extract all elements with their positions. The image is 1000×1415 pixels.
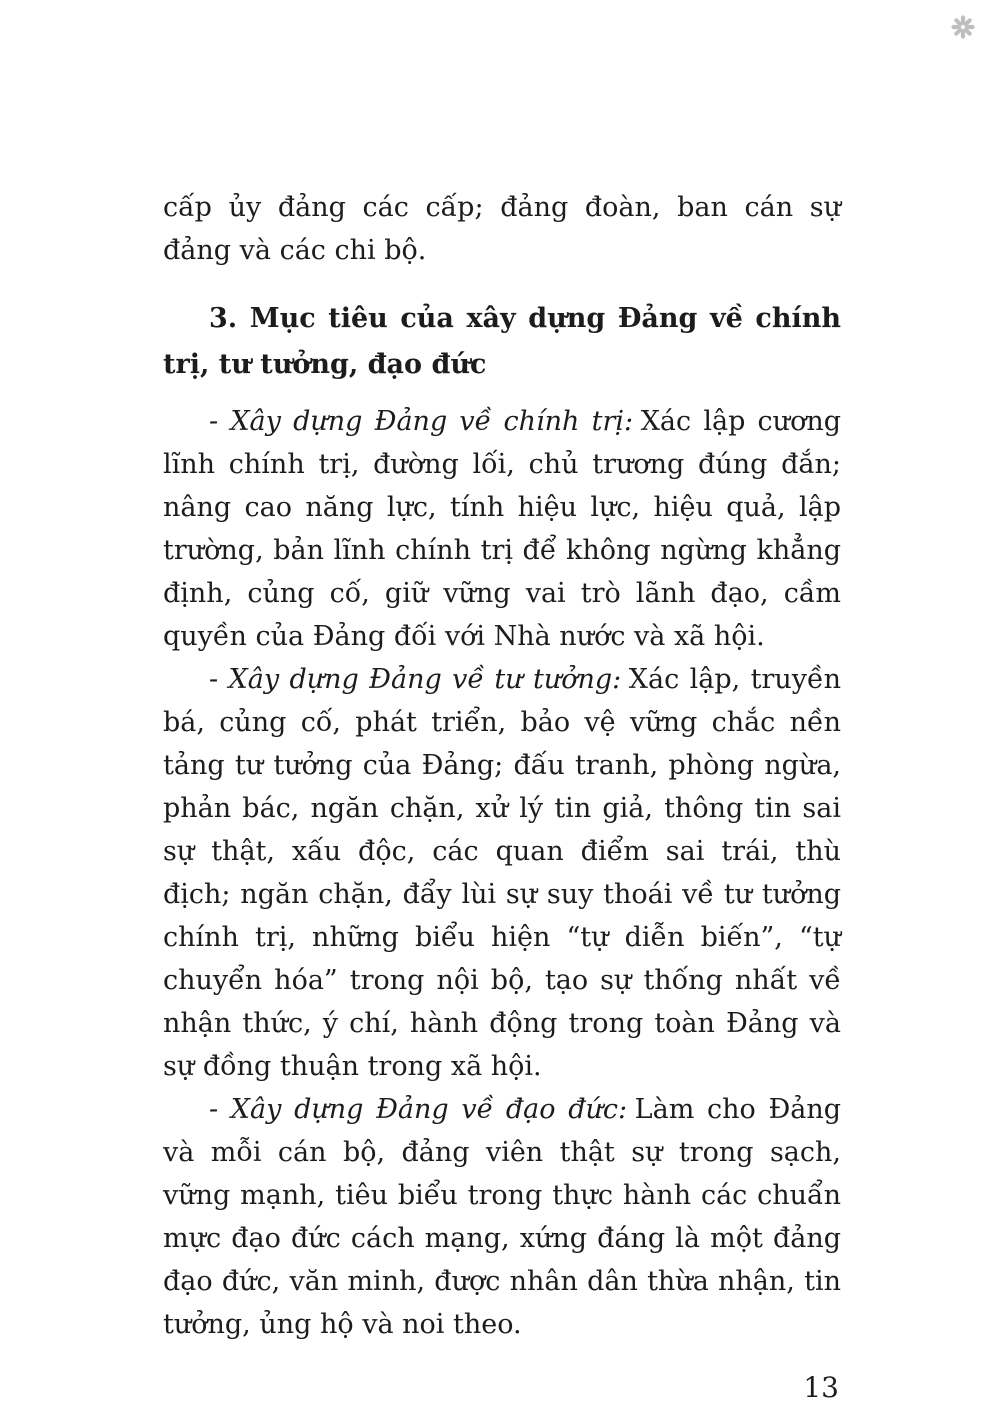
paragraph bbox=[163, 400, 841, 658]
paragraph-lead-ideology: - Xây dựng Đảng về tư tưởng: bbox=[209, 664, 622, 695]
paragraph bbox=[163, 1088, 841, 1346]
flower-ornament-icon bbox=[950, 14, 976, 40]
paragraph-text: Làm cho Đảng và mỗi cán bộ, đảng viên thật sự trong sạch, vững mạnh, tiêu biểu trong thực hành các chuẩn mực đạo đức cách mạng, xứng đáng là một đảng đạo đức, văn minh, được nhân dân thừa nhận, tin tưởng, ủng hộ và noi theo. bbox=[163, 1094, 842, 1340]
paragraph-continuation: cấp ủy đảng các cấp; đảng đoàn, ban cán sự đảng và các chi bộ. bbox=[163, 192, 841, 266]
paragraph-lead-politics: - Xây dựng Đảng về chính trị: bbox=[209, 406, 634, 437]
paragraph bbox=[163, 658, 841, 1088]
section-heading: 3. Mục tiêu của xây dựng Đảng về chính trị, tư tưởng, đạo đức bbox=[163, 303, 841, 380]
paragraph-text: Xác lập, truyền bá, củng cố, phát triển, bảo vệ vững chắc nền tảng tư tưởng của Đảng; đấu tranh, phòng ngừa, phản bác, ngăn chặn, xử lý tin giả, thông tin sai sự thật, xấu độc, các quan điểm sai trái, thù địch; ngăn chặn, đẩy lùi sự suy thoái về tư tưởng chính trị, những biểu hiện “tự diễn biến”, “tự chuyển hóa” trong nội bộ, tạo sự thống nhất về nhận thức, ý chí, hành động trong toàn Đảng và sự đồng thuận trong xã hội. bbox=[163, 664, 841, 1082]
page-number: 13 bbox=[803, 1371, 839, 1404]
paragraph-lead-ethics: - Xây dựng Đảng về đạo đức: bbox=[209, 1094, 628, 1125]
paragraph-text: Xác lập cương lĩnh chính trị, đường lối, chủ trương đúng đắn; nâng cao năng lực, tính hiệu lực, hiệu quả, lập trường, bản lĩnh chính trị để không ngừng khẳng định, củng cố, giữ vững vai trò lãnh đạo, cầm quyền của Đảng đối với Nhà nước và xã hội. bbox=[163, 406, 841, 652]
page-content bbox=[163, 186, 841, 1409]
